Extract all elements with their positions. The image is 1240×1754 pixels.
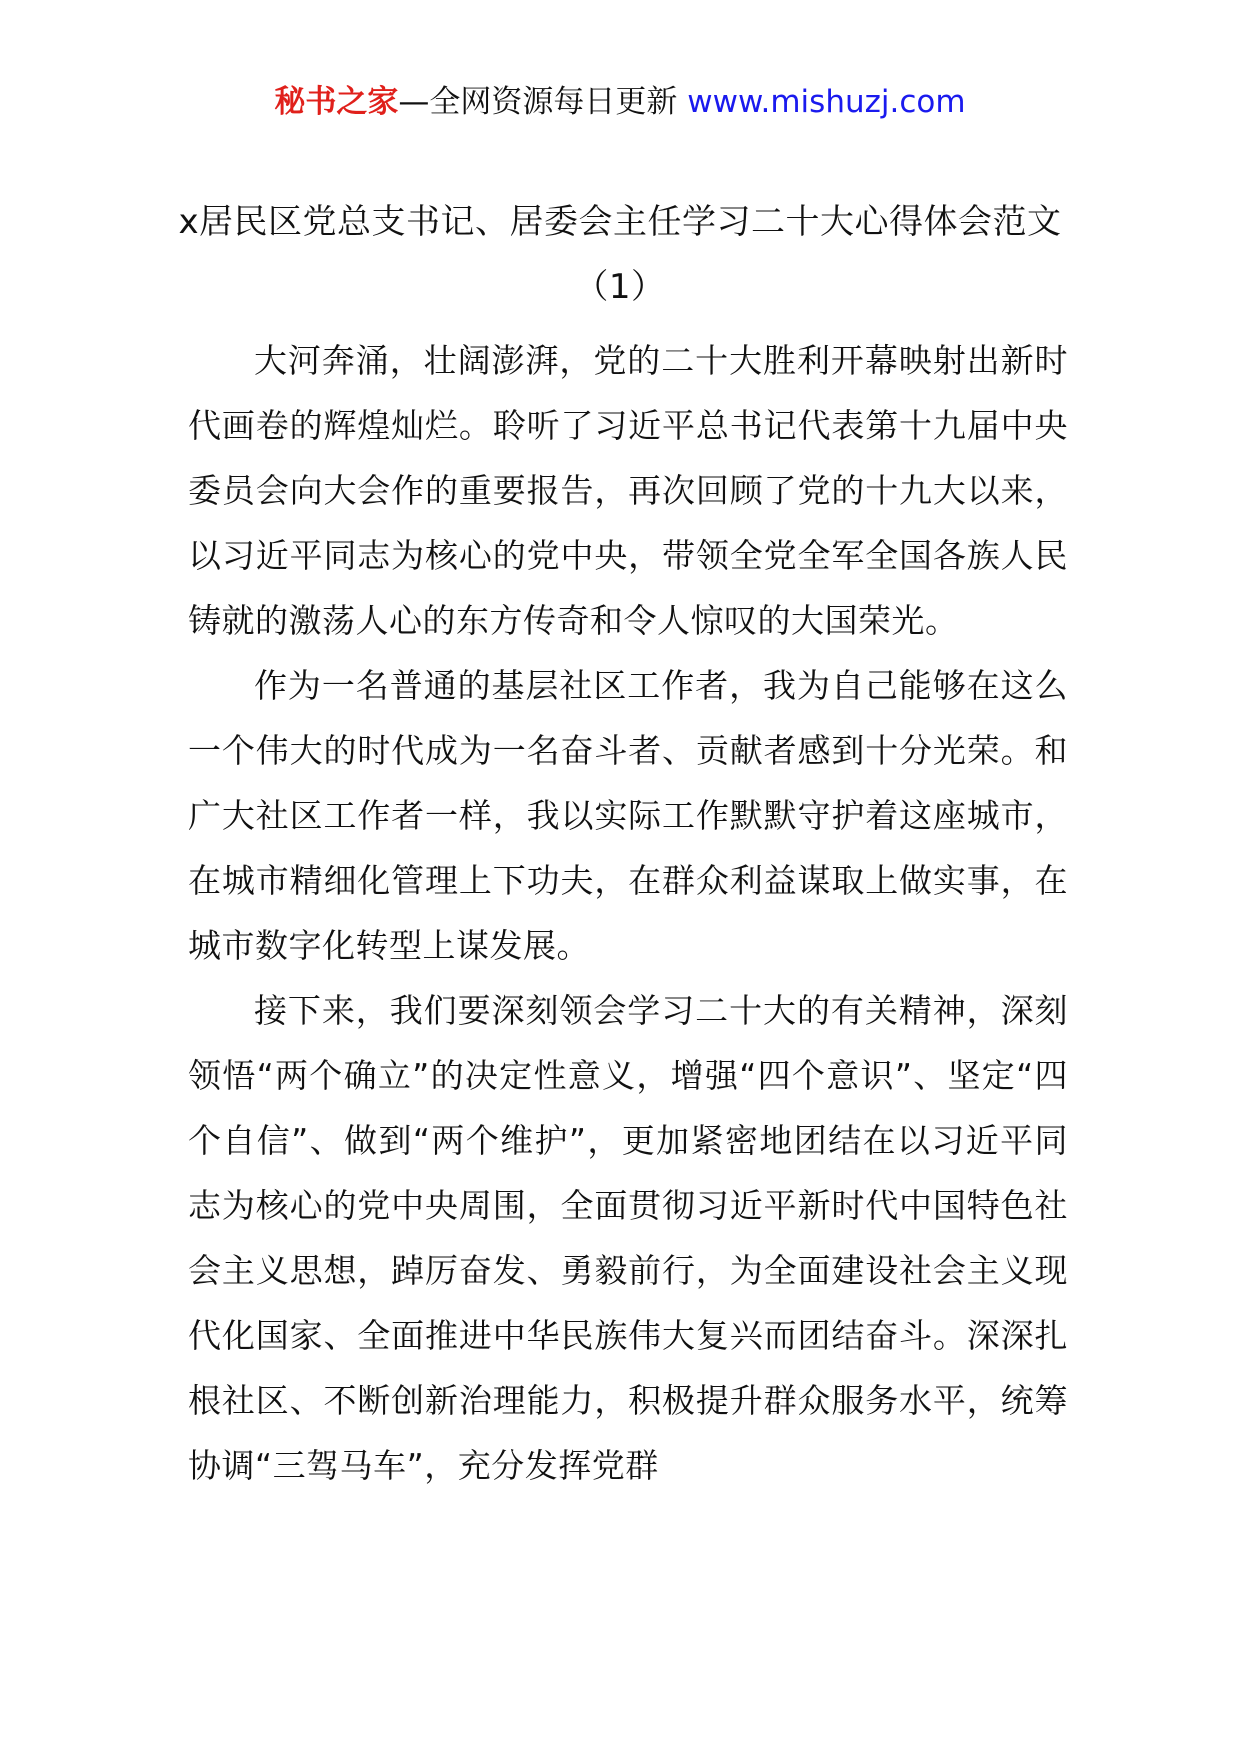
site-brand: 秘书之家 [274, 84, 399, 120]
site-url-link[interactable]: www.mishuzj.com [687, 84, 966, 120]
document-body [188, 328, 1068, 1498]
document-title [150, 190, 1090, 320]
site-header [0, 82, 1240, 122]
title-line-1: x居民区党总支书记、居委会主任学习二十大心得体会范文 [178, 202, 1062, 242]
site-tagline: —全网资源每日更新 [398, 84, 678, 120]
paragraph-1: 大河奔涌，壮阔澎湃，党的二十大胜利开幕映射出新时代画卷的辉煌灿烂。聆听了习近平总书记代表第十九届中央委员会向大会作的重要报告，再次回顾了党的十九大以来，以习近平同志为核心的党中央，带领全党全军全国各族人民铸就的激荡人心的东方传奇和令人惊叹的大国荣光。 [188, 341, 1068, 640]
title-line-2: （1） [574, 267, 666, 307]
paragraph-3: 接下来，我们要深刻领会学习二十大的有关精神，深刻领悟“两个确立”的决定性意义，增强“四个意识”、坚定“四个自信”、做到“两个维护”，更加紧密地团结在以习近平同志为核心的党中央周围，全面贯彻习近平新时代中国特色社会主义思想，踔厉奋发、勇毅前行，为全面建设社会主义现代化国家、全面推进中华民族伟大复兴而团结奋斗。深深扎根社区、不断创新治理能力，积极提升群众服务水平，统筹协调“三驾马车”，充分发挥党群 [188, 991, 1068, 1485]
paragraph-2: 作为一名普通的基层社区工作者，我为自己能够在这么一个伟大的时代成为一名奋斗者、贡献者感到十分光荣。和广大社区工作者一样，我以实际工作默默守护着这座城市，在城市精细化管理上下功夫，在群众利益谋取上做实事，在城市数字化转型上谋发展。 [188, 666, 1068, 965]
